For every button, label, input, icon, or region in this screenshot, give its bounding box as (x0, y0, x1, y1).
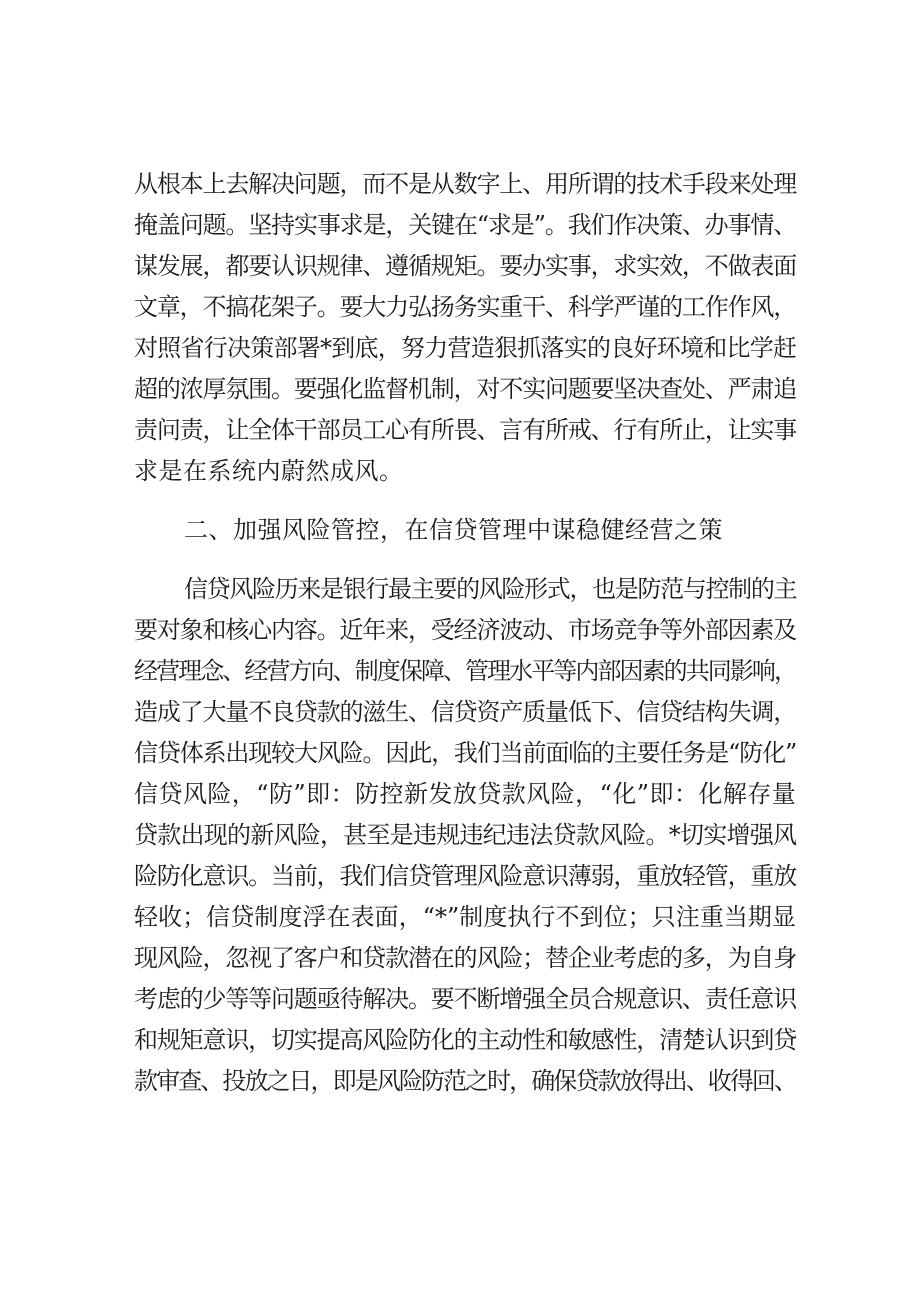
paragraph-1-line-5: 对照省行决策部署*到底，努力营造狠抓落实的良好环境和比学赶 (134, 334, 797, 362)
paragraph-2-line-11: 考虑的少等等问题亟待解决。要不断增强全员合规意识、责任意识 (134, 985, 796, 1013)
paragraph-2-line-3: 经营理念、经营方向、制度保障、管理水平等内部因素的共同影响， (134, 657, 796, 685)
paragraph-2-line-9: 轻收；信贷制度浮在表面，“*”制度执行不到位；只注重当期显 (134, 903, 796, 931)
paragraph-2-line-10: 现风险，忽视了客户和贷款潜在的风险；替企业考虑的多，为自身 (134, 944, 796, 972)
paragraph-2-line-2: 要对象和核心内容。近年来，受经济波动、市场竞争等外部因素及 (134, 616, 796, 644)
paragraph-1-line-8: 求是在系统内蔚然成风。 (134, 457, 404, 485)
paragraph-1-line-4: 文章，不搞花架子。要大力弘扬务实重干、科学严谨的工作作风， (134, 293, 796, 321)
paragraph-2-line-5: 信贷体系出现较大风险。因此，我们当前面临的主要任务是“防化” (134, 739, 796, 767)
paragraph-2-line-12: 和规矩意识，切实提高风险防化的主动性和敏感性，清楚认识到贷 (134, 1026, 796, 1054)
section-heading: 二、加强风险管控，在信贷管理中谋稳健经营之策 (184, 516, 723, 544)
paragraph-2-line-8: 险防化意识。当前，我们信贷管理风险意识薄弱，重放轻管，重放 (134, 862, 796, 890)
paragraph-1-line-1: 从根本上去解决问题，而不是从数字上、用所谓的技术手段来处理 (134, 170, 796, 198)
paragraph-2-line-1: 信贷风险历来是银行最主要的风险形式，也是防范与控制的主 (184, 575, 796, 603)
paragraph-1-line-2: 掩盖问题。坚持实事求是，关键在“求是”。我们作决策、办事情、 (134, 211, 796, 239)
paragraph-1-line-6: 超的浓厚氛围。要强化监督机制，对不实问题要坚决查处、严肃追 (134, 375, 796, 403)
paragraph-2-line-4: 造成了大量不良贷款的滋生、信贷资产质量低下、信贷结构失调， (134, 698, 796, 726)
paragraph-2-line-6: 信贷风险，“防”即：防控新发放贷款风险，“化”即：化解存量 (134, 780, 796, 808)
paragraph-1-line-3: 谋发展，都要认识规律、遵循规矩。要办实事，求实效，不做表面 (134, 252, 796, 280)
paragraph-1-line-7: 责问责，让全体干部员工心有所畏、言有所戒、行有所止，让实事 (134, 416, 796, 444)
paragraph-2-line-7: 贷款出现的新风险，甚至是违规违纪违法贷款风险。*切实增强风 (134, 821, 797, 849)
paragraph-2-line-13: 款审查、投放之日，即是风险防范之时，确保贷款放得出、收得回、 (134, 1067, 796, 1095)
